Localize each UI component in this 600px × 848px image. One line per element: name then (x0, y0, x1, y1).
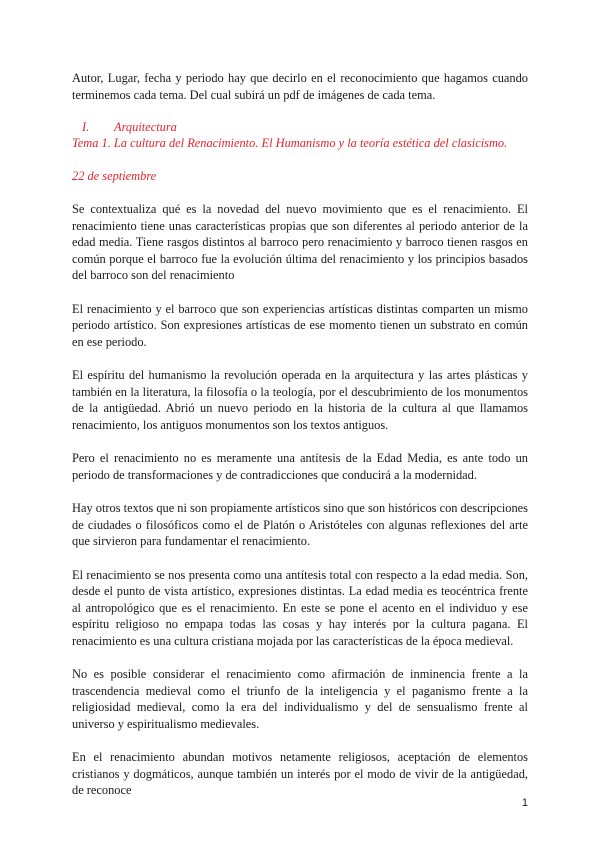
topic-title: Tema 1. La cultura del Renacimiento. El Humanismo y la teoría estética del clasicismo. (72, 135, 508, 150)
body-paragraph: El renacimiento se nos presenta como una antítesis total con respecto a la edad media. Son, desde el punto de vista artístico, expresiones distintas. La edad media es teocéntrica frente al antropológico que es el renacimiento. En este se pone el acento en el individuo y ese espíritu religioso no empapa todas las cosas y hay interés por la cultura pagana. El renacimiento es una cultura cristiana mojada por las características de la época medieval. (72, 567, 528, 648)
section-heading (72, 120, 528, 151)
body-paragraph: El renacimiento y el barroco que son experiencias artísticas distintas comparten un mismo periodo artístico. Son expresiones artísticas de ese momento tienen un substrato en común en ese periodo. (72, 301, 528, 349)
section-title: Arquitectura (114, 120, 177, 134)
body-paragraph: Se contextualiza qué es la novedad del nuevo movimiento que es el renacimiento. El renacimiento tiene unas características propias que son diferentes al periodo anterior de la edad media. Tiene rasgos distintos al barroco pero renacimiento y barroco tienen rasgos en común porque el barroco fue la evolución última del renacimiento y los principios basados del barroco son del renacimiento (72, 202, 528, 282)
page-number: 1 (521, 797, 528, 809)
body-paragraph: Hay otros textos que ni son propiamente artísticos sino que son históricos con descripciones de ciudades o filosóficos como el de Platón o Aristóteles con algunas reflexiones del arte que sirvieron para fundamentar el renacimiento. (72, 501, 528, 548)
body-paragraph: No es posible considerar el renacimiento como afirmación de inminencia frente a la trascendencia medieval como el triunfo de la inteligencia y el paganismo frente a la religiosidad medieval, como la era del individualismo y del de sensualismo frente al universo y espiritualismo medievales. (72, 667, 528, 731)
intro-paragraph: Autor, Lugar, fecha y periodo hay que decirlo en el reconocimiento que hagamos cuando terminemos cada tema. Del cual subirá un pdf de imágenes de cada tema. (72, 71, 528, 102)
date-heading: 22 de septiembre (72, 169, 157, 183)
body-paragraph: En el renacimiento abundan motivos netamente religiosos, aceptación de elementos cristianos y dogmáticos, aunque también un interés por el modo de vivir de la antigüedad, de reconoce (72, 750, 528, 797)
section-title-line (72, 120, 528, 136)
body-paragraph: El espíritu del humanismo la revolución operada en la arquitectura y las artes plásticas y también en la literatura, la filosofía o la teología, por el descubrimiento de los monumentos de la antigüedad. Abrió un nuevo periodo en la historia de la cultura al que llamamos renacimiento, los antiguos monumentos son los textos antiguos. (72, 368, 528, 432)
section-number: I. (82, 120, 90, 134)
body-paragraph: Pero el renacimiento no es meramente una antítesis de la Edad Media, es ante todo un periodo de transformaciones y de contradicciones que conducirá a la modernidad. (72, 451, 528, 482)
